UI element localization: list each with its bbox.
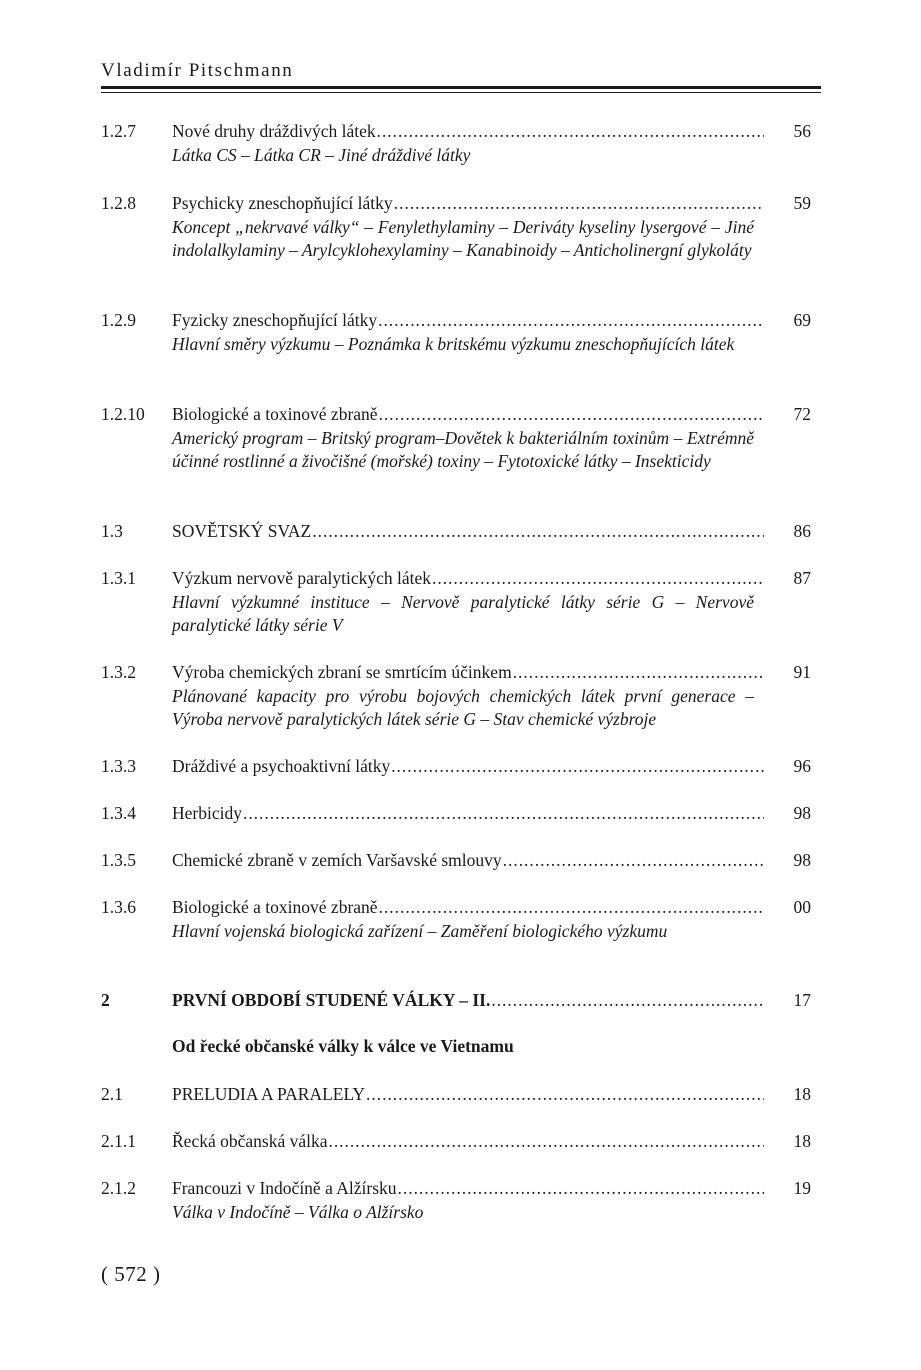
entry-subtopics: Hlavní směry výzkumu – Poznámka k britskému výzkumu zneschopňujících látek bbox=[172, 333, 735, 354]
entry-number: 1.2.7 bbox=[101, 121, 136, 141]
entry-page: 98 bbox=[793, 850, 811, 870]
entry-title: Biologické a toxinové zbraně bbox=[172, 404, 378, 424]
entry-subtopics: Hlavní výzkumné instituce – Nervově paralytické látky série G – Nervově paralytické látky série V bbox=[172, 591, 754, 635]
entry-number: 1.3.1 bbox=[101, 568, 136, 588]
entry-subtopics: Látka CS – Látka CR – Jiné dráždivé látky bbox=[172, 144, 471, 165]
entry-number: 1.2.10 bbox=[101, 404, 145, 424]
entry-page: 56 bbox=[793, 121, 811, 141]
dot-leader bbox=[397, 1177, 764, 1201]
entry-page: 18 bbox=[793, 1084, 811, 1104]
dot-leader bbox=[378, 403, 764, 427]
entry-number: 1.3.2 bbox=[101, 662, 136, 682]
dot-leader bbox=[327, 1130, 764, 1154]
entry-page: 17 bbox=[793, 990, 811, 1010]
entry-number: 1.3 bbox=[101, 521, 123, 541]
entry-title: Herbicidy bbox=[172, 803, 242, 823]
entry-number: 1.3.5 bbox=[101, 850, 136, 870]
entry-page: 72 bbox=[793, 404, 811, 424]
entry-page: 69 bbox=[793, 310, 811, 330]
entry-title: PRVNÍ OBDOBÍ STUDENÉ VÁLKY – II. bbox=[172, 990, 491, 1010]
entry-subtopics: Válka v Indočíně – Válka o Alžírsko bbox=[172, 1201, 424, 1222]
entry-number: 2.1 bbox=[101, 1084, 123, 1104]
entry-title: Biologické a toxinové zbraně bbox=[172, 897, 378, 917]
entry-number: 2.1.2 bbox=[101, 1178, 136, 1198]
dot-leader bbox=[242, 802, 764, 826]
entry-page: 96 bbox=[793, 756, 811, 776]
entry-title: Řecká občanská válka bbox=[172, 1131, 328, 1151]
entry-page: 19 bbox=[793, 1178, 811, 1198]
entry-number: 1.3.4 bbox=[101, 803, 136, 823]
entry-title: Nové druhy dráždivých látek bbox=[172, 121, 376, 141]
dot-leader bbox=[512, 661, 764, 685]
entry-title: Fyzicky zneschopňující látky bbox=[172, 310, 378, 330]
dot-leader bbox=[365, 1083, 764, 1107]
running-header-author: Vladimír Pitschmann bbox=[101, 60, 294, 81]
dot-leader bbox=[431, 567, 764, 591]
entry-title: Výzkum nervově paralytických látek bbox=[172, 568, 431, 588]
page-number: ( 572 ) bbox=[101, 1262, 161, 1286]
entry-page: 91 bbox=[793, 662, 811, 682]
entry-number: 2.1.1 bbox=[101, 1131, 136, 1151]
dot-leader bbox=[311, 520, 764, 544]
entry-number: 1.3.6 bbox=[101, 897, 136, 917]
dot-leader bbox=[377, 309, 764, 333]
entry-number: 1.2.9 bbox=[101, 310, 136, 330]
entry-number: 1.3.3 bbox=[101, 756, 136, 776]
entry-title: Francouzi v Indočíně a Alžírsku bbox=[172, 1178, 397, 1198]
entry-title: Dráždivé a psychoaktivní látky bbox=[172, 756, 391, 776]
header-rule bbox=[101, 86, 821, 93]
entry-page: 00 bbox=[793, 897, 811, 917]
dot-leader bbox=[393, 192, 764, 216]
dot-leader bbox=[502, 849, 764, 873]
dot-leader bbox=[390, 755, 764, 779]
entry-title: Chemické zbraně v zemích Varšavské smlouvy bbox=[172, 850, 502, 870]
dot-leader bbox=[376, 120, 764, 144]
entry-subtopics: Americký program – Britský program–Dovětek k bakteriálním toxinům – Extrémně účinné rostlinné a živočišné (mořské) toxiny – Fytotoxické látky – Insekticidy bbox=[172, 427, 754, 471]
entry-title: SOVĚTSKÝ SVAZ bbox=[172, 521, 312, 541]
entry-page: 86 bbox=[793, 521, 811, 541]
entry-number: 2 bbox=[101, 990, 110, 1010]
entry-page: 59 bbox=[793, 193, 811, 213]
entry-page: 87 bbox=[793, 568, 811, 588]
entry-title: PRELUDIA A PARALELY bbox=[172, 1084, 366, 1104]
dot-leader bbox=[378, 896, 764, 920]
entry-number: 1.2.8 bbox=[101, 193, 136, 213]
entry-subtopics: Koncept „nekrvavé války“ – Fenylethylaminy – Deriváty kyseliny lysergové – Jiné indolalkylaminy – Arylcyklohexylaminy – Kanabinoidy – Anticholinergní glykoláty bbox=[172, 216, 754, 260]
entry-page: 18 bbox=[793, 1131, 811, 1151]
entry-subtopics: Plánované kapacity pro výrobu bojových chemických látek první generace – Výroba nervově paralytických látek série G – Stav chemické výzbroje bbox=[172, 685, 754, 729]
dot-leader bbox=[490, 989, 764, 1013]
entry-title: Výroba chemických zbraní se smrtícím účinkem bbox=[172, 662, 512, 682]
entry-subtopics: Hlavní vojenská biologická zařízení – Zaměření biologického výzkumu bbox=[172, 920, 668, 941]
entry-page: 98 bbox=[793, 803, 811, 823]
entry-title: Psychicky zneschopňující látky bbox=[172, 193, 393, 213]
section-subheading: Od řecké občanské války k válce ve Vietnamu bbox=[172, 1036, 514, 1056]
